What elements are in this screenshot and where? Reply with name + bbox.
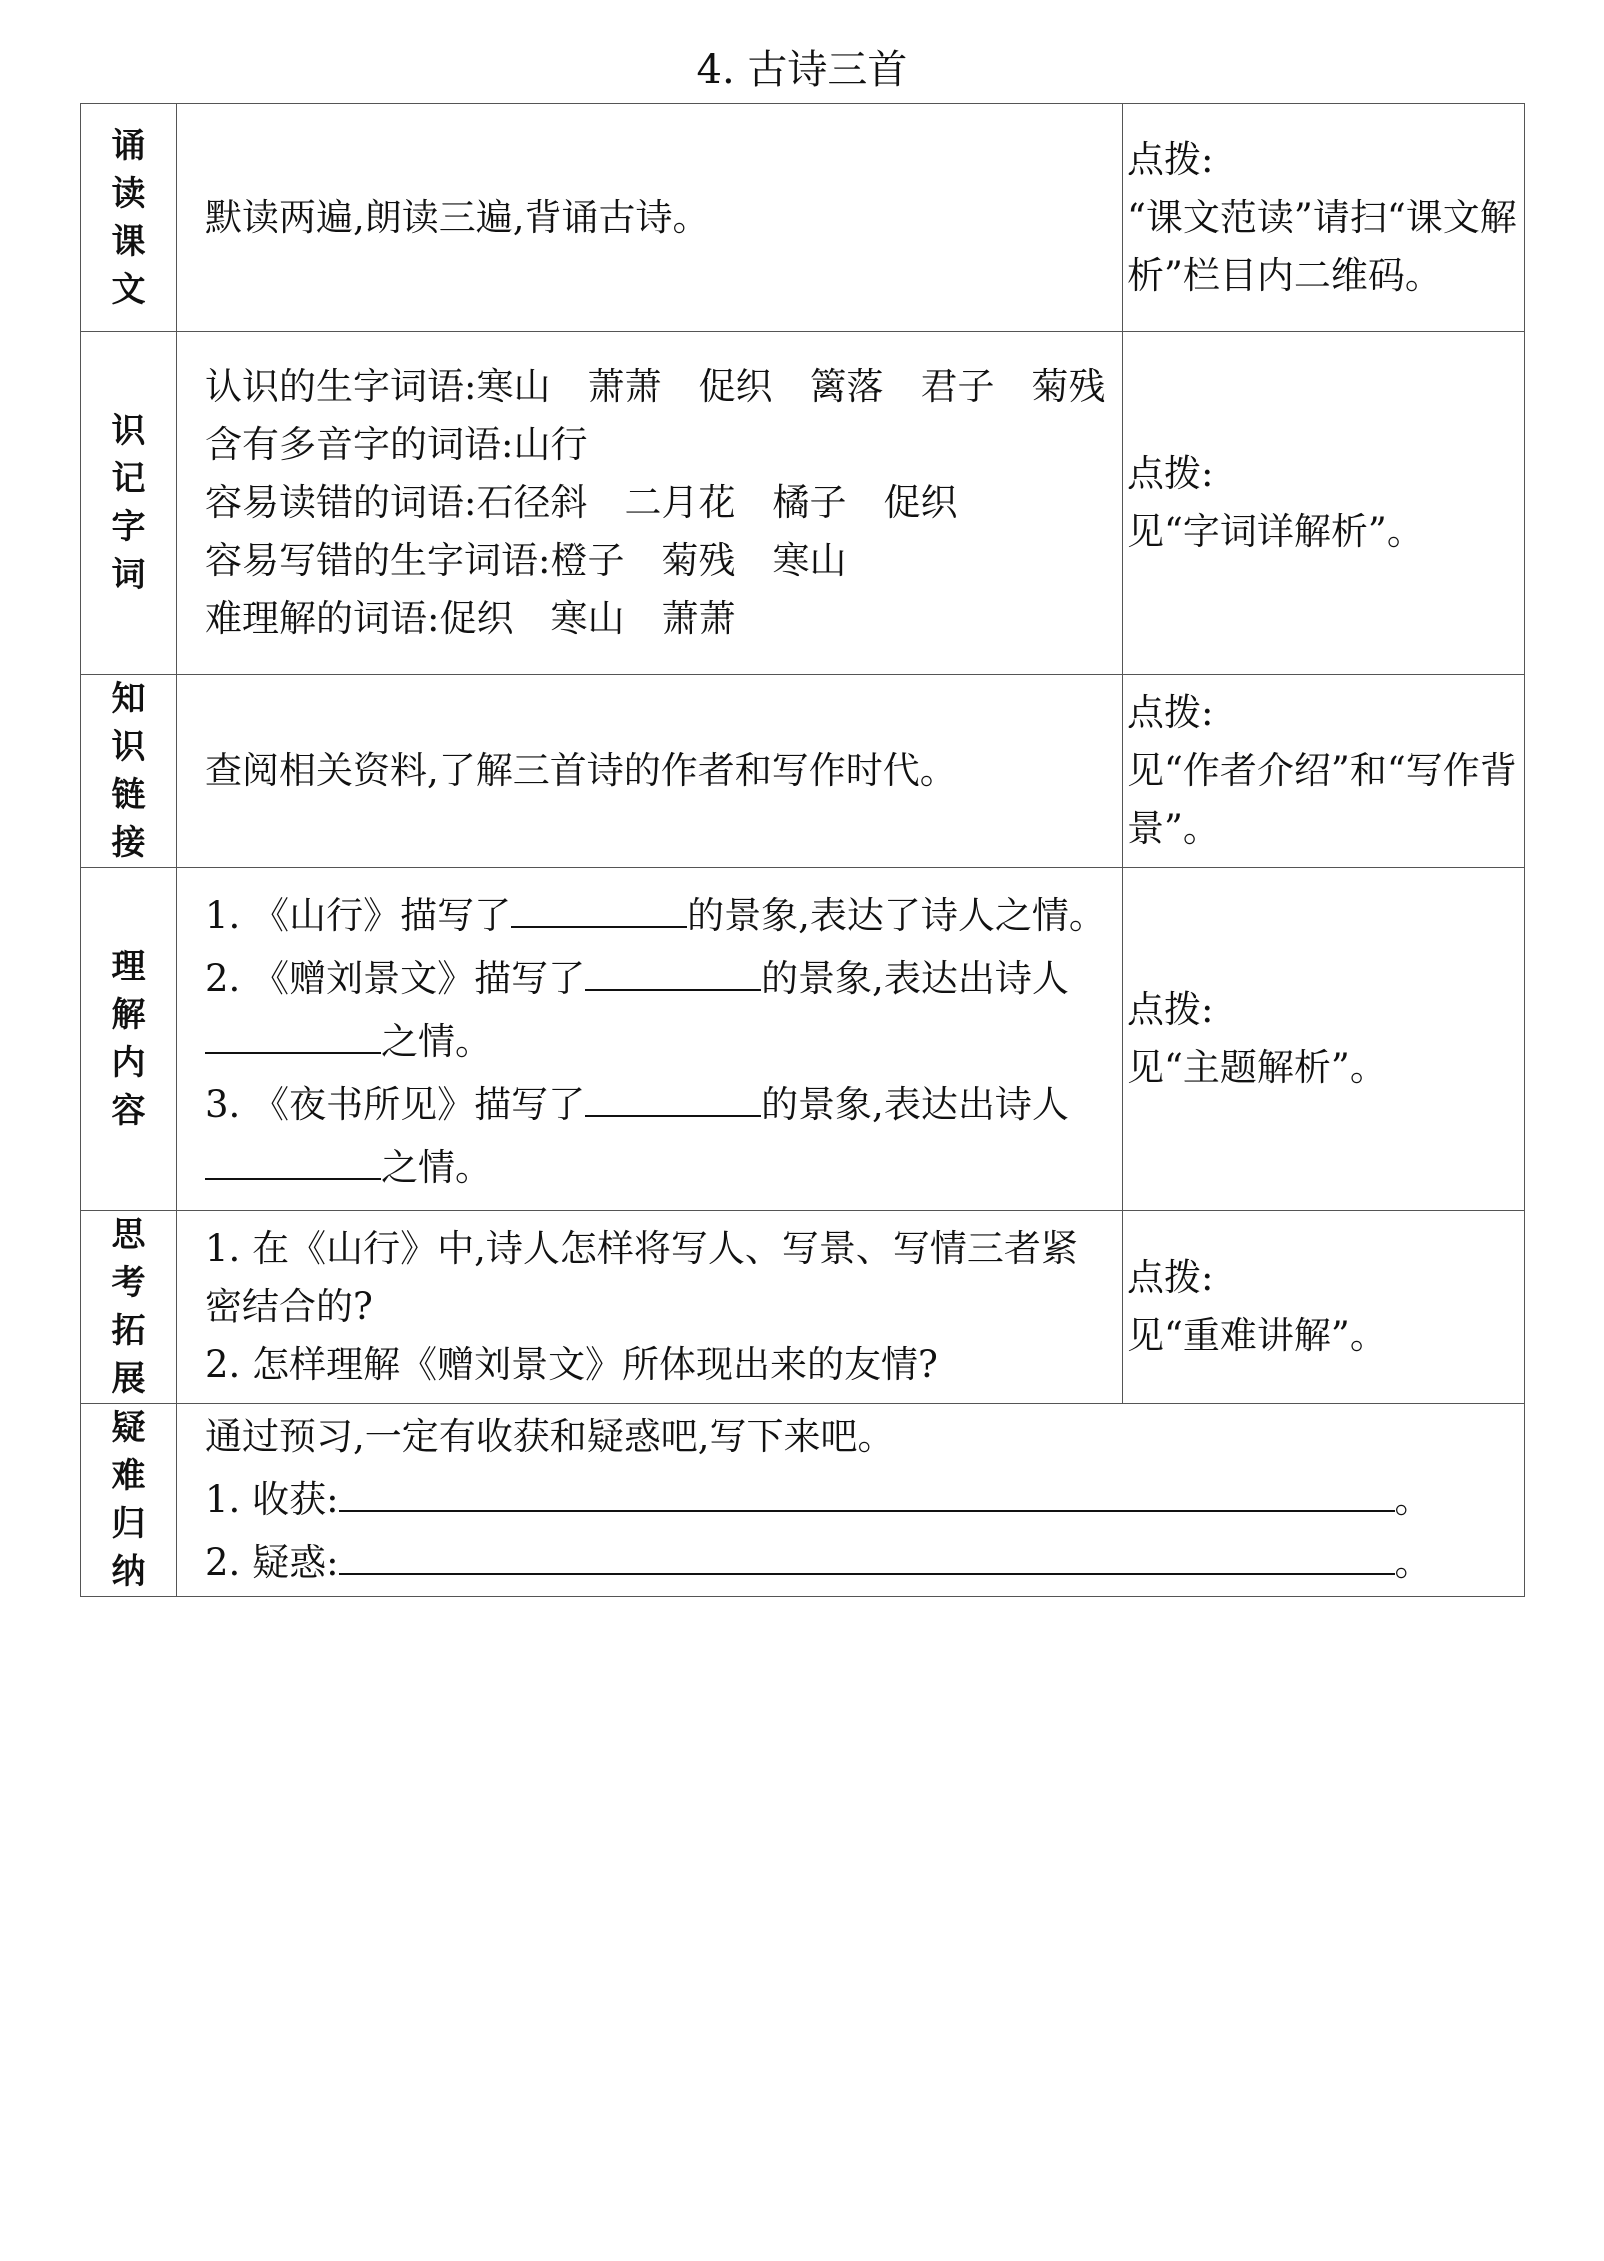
row-label-understand: 理解内容 [81, 868, 177, 1211]
doubts-field: 2. 疑惑: 。 [205, 1529, 1514, 1592]
answer-blank[interactable] [205, 1134, 381, 1180]
doubts-input[interactable] [339, 1529, 1395, 1575]
row-content-vocab: 认识的生字词语:寒山 萧萧 促织 篱落 君子 菊残 含有多音字的词语:山行 容易读错的词语:石径斜 二月花 橘子 促织 容易写错的生字词语:橙子 菊残 寒山 难理解的词语:促织 寒山 萧萧 [177, 332, 1123, 675]
row-label-summary: 疑难归纳 [81, 1404, 177, 1597]
table-row [81, 1404, 1525, 1597]
row-label-vocab: 识记字词 [81, 332, 177, 675]
answer-blank[interactable] [511, 882, 687, 928]
row-content-recite: 默读两遍,朗读三遍,背诵古诗。 [177, 104, 1123, 332]
row-tip-vocab: 点拨: 见“字词详解析”。 [1123, 332, 1525, 675]
row-tip-knowledge: 点拨: 见“作者介绍”和“写作背景”。 [1123, 675, 1525, 868]
table-row [81, 104, 1525, 332]
list-item: 2. 《赠刘景文》描写了 的景象,表达出诗人之情。 [205, 945, 1112, 1071]
preview-worksheet-table [80, 103, 1525, 1597]
row-content-extend: 1. 在《山行》中,诗人怎样将写人、写景、写情三者紧密结合的? 2. 怎样理解《赠刘景文》所体现出来的友情? [177, 1211, 1123, 1404]
page-title: 4. 古诗三首 [696, 47, 908, 93]
row-label-knowledge: 知识链接 [81, 675, 177, 868]
list-item: 3. 《夜书所见》描写了 的景象,表达出诗人之情。 [205, 1071, 1112, 1197]
table-row [81, 1211, 1525, 1404]
table-row [81, 675, 1525, 868]
gains-field: 1. 收获: 。 [205, 1466, 1514, 1529]
table-row [81, 868, 1525, 1211]
row-content-summary: 通过预习,一定有收获和疑惑吧,写下来吧。 1. 收获: 。 2. 疑惑: 。 [177, 1404, 1525, 1597]
list-item: 1. 《山行》描写了 的景象,表达了诗人之情。 [205, 882, 1112, 945]
gains-input[interactable] [339, 1466, 1395, 1512]
answer-blank[interactable] [585, 945, 761, 991]
row-content-knowledge: 查阅相关资料,了解三首诗的作者和写作时代。 [177, 675, 1123, 868]
answer-blank[interactable] [585, 1071, 761, 1117]
row-label-extend: 思考拓展 [81, 1211, 177, 1404]
table-row [81, 332, 1525, 675]
row-content-understand [177, 868, 1123, 1211]
row-tip-understand: 点拨: 见“主题解析”。 [1123, 868, 1525, 1211]
row-label-recite: 诵读课文 [81, 104, 177, 332]
answer-blank[interactable] [205, 1008, 381, 1054]
row-tip-recite: 点拨: “课文范读”请扫“课文解析”栏目内二维码。 [1123, 104, 1525, 332]
row-tip-extend: 点拨: 见“重难讲解”。 [1123, 1211, 1525, 1404]
